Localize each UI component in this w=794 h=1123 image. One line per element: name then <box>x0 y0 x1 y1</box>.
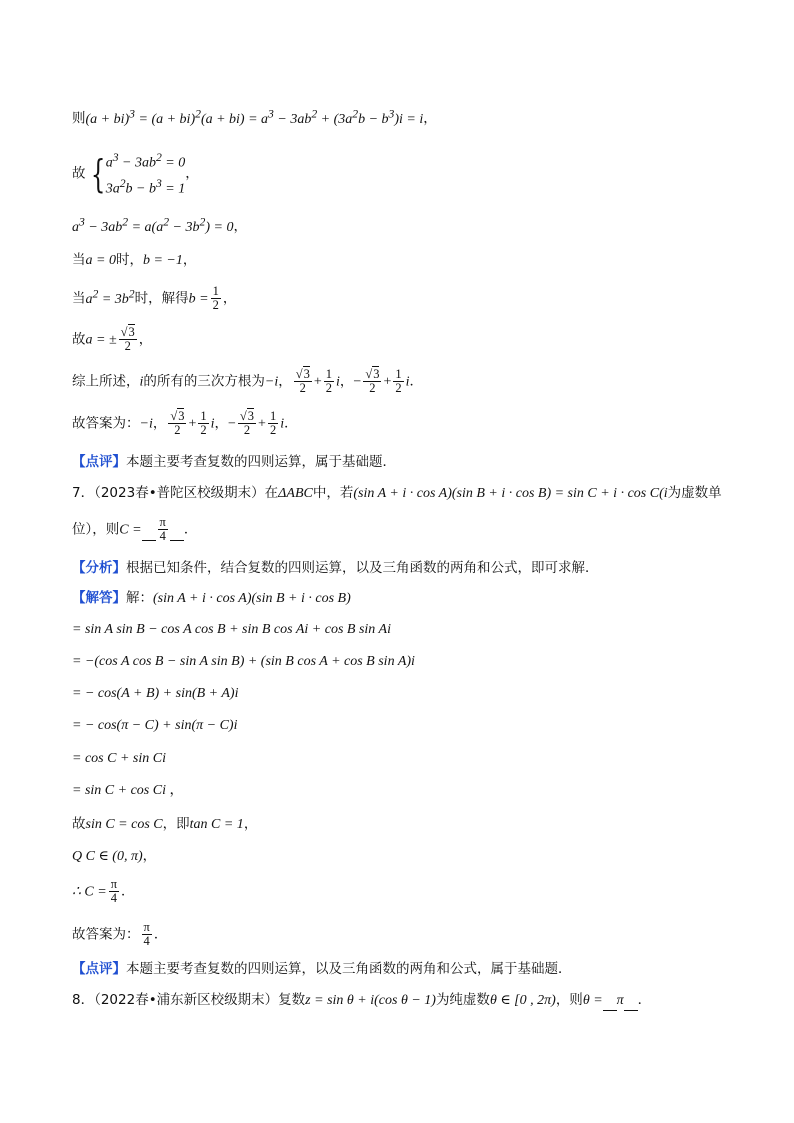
step-2: = −(cos A cos B − sin A sin B) + (sin B cos A + cos B sin A)i <box>72 654 415 669</box>
comment-6: 【点评】本题主要考查复数的四则运算，属于基础题． <box>72 454 396 470</box>
line-case-a0: 当a = 0时，b = −1， <box>72 252 197 268</box>
line-a-value: 故a = ± $\frac{√3}{2}$ ， <box>72 325 153 353</box>
brace: { <box>90 151 105 196</box>
line-answer-6: 故答案为：−i， $\frac{√3}{2}$ + $\frac{1}{2}$ i，− $\frac{√3}{2}$ + $\frac{1}{2}$ i． <box>72 409 298 437</box>
step-4: = − cos(π − C) + sin(π − C)i <box>72 718 238 733</box>
question-7-cont: 位），则C = $\frac{\pi}{4}$ ． <box>72 515 198 543</box>
step-6: = sin C + cos Ci ， <box>72 783 184 798</box>
math-cube-expansion: $(a + bi)^3 = (a + bi)^2(a + bi) = a^3 - 3ab^2 + (3a^2b - b^3)i = i$ <box>85 107 424 127</box>
step-5: = cos C + sin Ci <box>72 751 166 766</box>
line-summary: 综上所述，i的所有的三次方根为−i， $\frac{√3}{2}$ + $\frac{1}{2}$ i，− $\frac{√3}{2}$ + $\frac{1}{2}$ i． <box>72 367 423 395</box>
step-3: = − cos(A + B) + sin(B + A)i <box>72 686 239 701</box>
math-factor: $a^3 - 3ab^2 = a(a^2 - 3b^2) = 0$ <box>72 215 234 235</box>
math-system: $a^3 - 3ab^2 = 0$ $3a^2b - b^3 = 1$ <box>105 151 186 197</box>
step-9: ∴ C = $\frac{\pi}{4}$ ． <box>72 877 135 905</box>
comment-7: 【点评】本题主要考查复数的四则运算，以及三角函数的两角和公式，属于基础题． <box>72 961 572 977</box>
answer-7: 故答案为： $\frac{\pi}{4}$ ． <box>72 920 168 948</box>
line-system: 故 {$a^3 - 3ab^2 = 0$ $3a^2b - b^3 = 1$， <box>72 148 199 199</box>
fraction-half: $\frac{1}{2}$ <box>212 284 219 313</box>
solution-7: 【解答】解：(sin A + i · cos A)(sin B + i · cos B) <box>72 590 351 606</box>
fraction-sqrt3-half: $\frac{√3}{2}$ <box>120 325 135 353</box>
question-7: 7．（2023春•普陀区校级期末）在ΔABC中，若(sin A + i · cos A)(sin B + i · cos B) = sin C + i · cos C(i为虚数单 <box>72 485 722 501</box>
line-cube-expansion: 则$(a + bi)^3 = (a + bi)^2(a + bi) = a^3 - 3ab^2 + (3a^2b - b^3)i = i$， <box>72 107 437 127</box>
line-case-b: 当$a^2 = 3b^2$时，解得b = $\frac{1}{2}$ ， <box>72 284 237 313</box>
answer-blank <box>142 520 156 541</box>
line-factor: $a^3 - 3ab^2 = a(a^2 - 3b^2) = 0$， <box>72 215 247 235</box>
step-7: 故sin C = cos C，即tan C = 1， <box>72 816 258 832</box>
question-8: 8．（2022春•浦东新区校级期末）复数z = sin θ + i(cos θ − 1)为纯虚数θ ∈ [0 , 2π)，则θ = π ． <box>72 990 651 1011</box>
comment-tag: 【点评】 <box>72 454 126 470</box>
step-1: = sin A sin B − cos A cos B + sin B cos Ai + cos B sin Ai <box>72 622 391 637</box>
step-8: Q C ∈ (0, π)， <box>72 848 157 864</box>
analysis-7: 【分析】根据已知条件，结合复数的四则运算，以及三角函数的两角和公式，即可求解． <box>72 560 599 576</box>
